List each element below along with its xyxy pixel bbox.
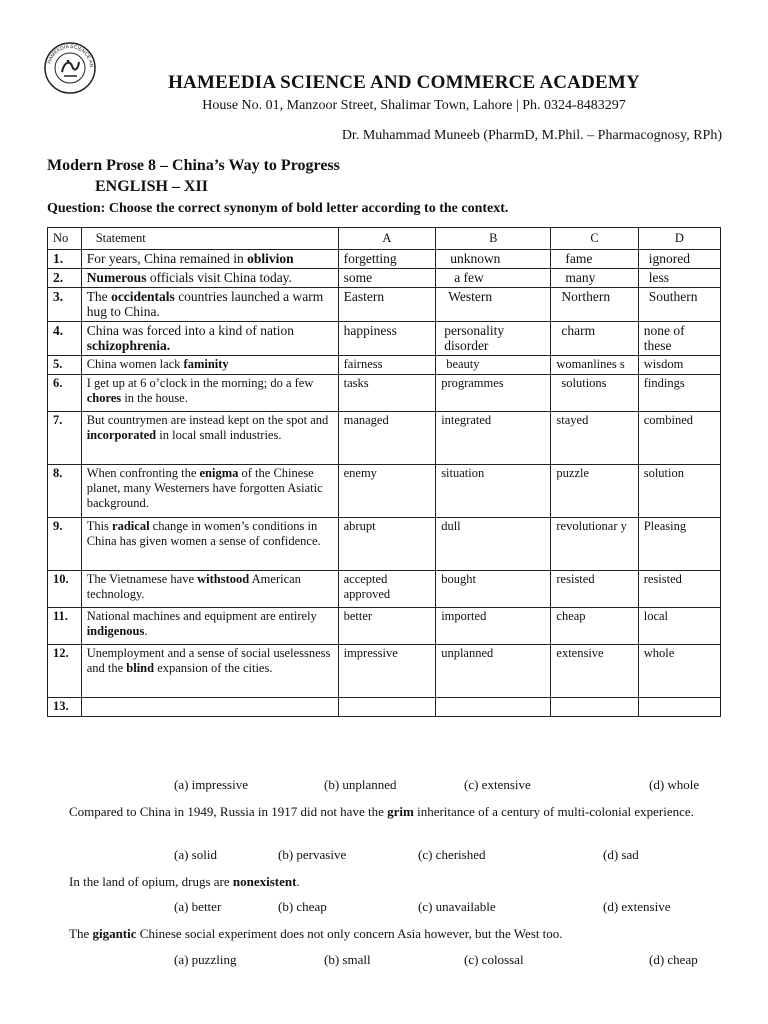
row-number: 10. — [48, 571, 82, 608]
option-c: (c) cherished — [418, 847, 486, 862]
option-d — [638, 698, 720, 717]
option-c: solutions — [551, 375, 638, 412]
header-c: C — [551, 228, 638, 250]
question-16: The gigantic Chinese social experiment does not only concern Asia however, but the West too. — [69, 926, 563, 941]
mcq-table — [47, 227, 721, 717]
row-number: 5. — [48, 356, 82, 375]
option-d: (d) cheap — [649, 952, 698, 967]
option-c: (c) extensive — [464, 777, 531, 792]
option-a — [338, 698, 436, 717]
header-no: No — [48, 228, 82, 250]
academy-address: House No. 01, Manzoor Street, Shalimar Town, Lahore | Ph. 0324-8483297 — [202, 98, 626, 113]
table-row — [48, 645, 721, 698]
option-c: womanlines s — [551, 356, 638, 375]
row-statement: Numerous officials visit China today. — [81, 269, 338, 288]
row-number: 1. — [48, 250, 82, 269]
option-a: better — [338, 608, 436, 645]
option-a: tasks — [338, 375, 436, 412]
option-c: puzzle — [551, 465, 638, 518]
option-c: revolutionar y — [551, 518, 638, 571]
option-b: Western — [436, 288, 551, 322]
option-a: some — [338, 269, 436, 288]
option-c: Northern — [551, 288, 638, 322]
option-b: personality disorder — [436, 322, 551, 356]
row-statement: I get up at 6 o’clock in the morning; do a few chores in the house. — [81, 375, 338, 412]
row-number: 7. — [48, 412, 82, 465]
table-header-row — [48, 228, 721, 250]
option-a: (a) impressive — [174, 777, 249, 792]
header-b: B — [436, 228, 551, 250]
option-d: (d) whole — [649, 777, 700, 792]
table-row — [48, 322, 721, 356]
table-row — [48, 269, 721, 288]
option-a: enemy — [338, 465, 436, 518]
option-d: less — [638, 269, 720, 288]
row-number: 12. — [48, 645, 82, 698]
option-c: (c) colossal — [464, 952, 524, 967]
option-c — [551, 698, 638, 717]
option-a: (a) better — [174, 899, 222, 914]
option-b: beauty — [436, 356, 551, 375]
question-instruction: Question: Choose the correct synonym of bold letter according to the context. — [47, 201, 509, 216]
option-b: (b) small — [324, 952, 371, 967]
row-statement: For years, China remained in oblivion — [81, 250, 338, 269]
row-number: 9. — [48, 518, 82, 571]
table-row — [48, 518, 721, 571]
row-statement: National machines and equipment are entirely indigenous. — [81, 608, 338, 645]
option-a: abrupt — [338, 518, 436, 571]
option-b: programmes — [436, 375, 551, 412]
option-d: findings — [638, 375, 720, 412]
option-d: (d) sad — [603, 847, 639, 862]
option-c: extensive — [551, 645, 638, 698]
options-row-2 — [0, 847, 768, 865]
option-a: accepted approved — [338, 571, 436, 608]
row-number: 11. — [48, 608, 82, 645]
header-d: D — [638, 228, 720, 250]
table-row — [48, 608, 721, 645]
table-row — [48, 465, 721, 518]
option-a: forgetting — [338, 250, 436, 269]
table-row — [48, 412, 721, 465]
option-b: bought — [436, 571, 551, 608]
option-b: situation — [436, 465, 551, 518]
option-c: charm — [551, 322, 638, 356]
row-statement: Unemployment and a sense of social uselessness and the blind expansion of the cities. — [81, 645, 338, 698]
table-row — [48, 571, 721, 608]
lesson-title: Modern Prose 8 – China’s Way to Progress — [47, 157, 340, 174]
option-d: whole — [638, 645, 720, 698]
row-statement — [81, 698, 338, 717]
option-b: integrated — [436, 412, 551, 465]
option-c: many — [551, 269, 638, 288]
option-b: (b) unplanned — [324, 777, 397, 792]
option-d: resisted — [638, 571, 720, 608]
svg-text:HAMEEDIA SCIENCE AND COMMERCE: HAMEEDIA SCIENCE AN — [46, 43, 95, 68]
option-b: a few — [436, 269, 551, 288]
row-statement: China women lack faminity — [81, 356, 338, 375]
subject-title: ENGLISH – XII — [95, 178, 208, 195]
table-row — [48, 288, 721, 322]
row-statement: This radical change in women’s conditions in China has given women a sense of confidence. — [81, 518, 338, 571]
option-b: unplanned — [436, 645, 551, 698]
header-a: A — [338, 228, 436, 250]
table-row — [48, 356, 721, 375]
option-b: imported — [436, 608, 551, 645]
option-a: impressive — [338, 645, 436, 698]
option-b: (b) pervasive — [278, 847, 347, 862]
option-d: ignored — [638, 250, 720, 269]
options-row-1 — [0, 777, 768, 795]
row-statement: The Vietnamese have withstood American technology. — [81, 571, 338, 608]
option-c: fame — [551, 250, 638, 269]
academy-name: HAMEEDIA SCIENCE AND COMMERCE ACADEMY — [168, 72, 640, 93]
row-number: 4. — [48, 322, 82, 356]
option-d: combined — [638, 412, 720, 465]
option-a: fairness — [338, 356, 436, 375]
option-d: wisdom — [638, 356, 720, 375]
row-number: 6. — [48, 375, 82, 412]
options-row-4 — [0, 952, 768, 970]
option-a: happiness — [338, 322, 436, 356]
row-number: 13. — [48, 698, 82, 717]
table-row — [48, 250, 721, 269]
row-number: 8. — [48, 465, 82, 518]
option-d: Pleasing — [638, 518, 720, 571]
option-b — [436, 698, 551, 717]
option-b: (b) cheap — [278, 899, 327, 914]
option-b: dull — [436, 518, 551, 571]
option-d: local — [638, 608, 720, 645]
option-d: Southern — [638, 288, 720, 322]
table-row — [48, 375, 721, 412]
options-row-3 — [0, 899, 768, 917]
option-d: solution — [638, 465, 720, 518]
option-d: (d) extensive — [603, 899, 671, 914]
option-c: resisted — [551, 571, 638, 608]
table-body — [48, 250, 721, 717]
option-d: none of these — [638, 322, 720, 356]
table-row — [48, 698, 721, 717]
row-number: 3. — [48, 288, 82, 322]
option-c: (c) unavailable — [418, 899, 496, 914]
row-statement: But countrymen are instead kept on the spot and incorporated in local small industries. — [81, 412, 338, 465]
option-a: (a) solid — [174, 847, 217, 862]
row-number: 2. — [48, 269, 82, 288]
option-c: stayed — [551, 412, 638, 465]
option-c: cheap — [551, 608, 638, 645]
row-statement: China was forced into a kind of nation schizophrenia. — [81, 322, 338, 356]
header-statement: Statement — [81, 228, 338, 250]
row-statement: When confronting the enigma of the Chinese planet, many Westerners have forgotten Asiatic background. — [81, 465, 338, 518]
author-line: Dr. Muhammad Muneeb (PharmD, M.Phil. – Pharmacognosy, RPh) — [341, 128, 722, 143]
question-15: In the land of opium, drugs are nonexistent. — [69, 874, 300, 889]
option-a: Eastern — [338, 288, 436, 322]
option-b: unknown — [436, 250, 551, 269]
row-statement: The occidentals countries launched a warm hug to China. — [81, 288, 338, 322]
option-a: managed — [338, 412, 436, 465]
question-14: Compared to China in 1949, Russia in 1917 did not have the grim inheritance of a century of multi-colonial experience. — [69, 804, 694, 819]
option-a: (a) puzzling — [174, 952, 237, 967]
